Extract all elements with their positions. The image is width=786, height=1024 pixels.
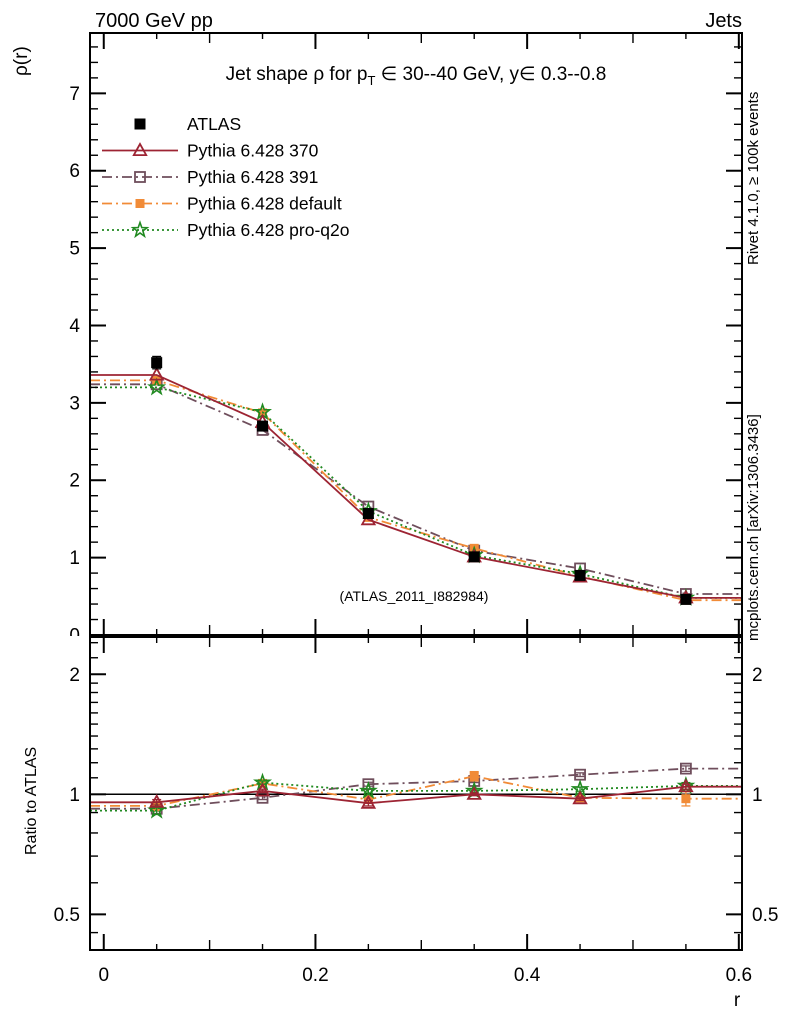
ratio-y-tick-label: 1 bbox=[69, 784, 80, 806]
marker-atlas bbox=[363, 508, 374, 519]
main-y-tick-label: 2 bbox=[69, 470, 80, 492]
legend-marker-pythia-6-428-pro-q2o bbox=[133, 223, 147, 237]
ratio-y-tick-label-right: 0.5 bbox=[752, 904, 779, 926]
main-y-tick-label: 3 bbox=[69, 393, 80, 415]
series-line-pythia-6-428-391 bbox=[90, 384, 742, 594]
legend-label-pythia-6-428-391: Pythia 6.428 391 bbox=[187, 167, 319, 187]
legend bbox=[102, 114, 349, 240]
ratio-marker-pythia-6-428-default bbox=[470, 772, 479, 781]
x-tick-label: 0.4 bbox=[513, 965, 541, 986]
ratio-y-tick-label-right: 2 bbox=[752, 664, 763, 686]
main-y-tick-label: 4 bbox=[69, 315, 80, 337]
header-analysis-label: Jets bbox=[705, 10, 742, 32]
marker-atlas bbox=[257, 421, 268, 432]
main-y-tick-label: 1 bbox=[69, 548, 80, 570]
ratio-pad-background bbox=[0, 636, 786, 1024]
main-y-tick-label: 7 bbox=[69, 83, 80, 105]
main-y-axis-label: ρ(r) bbox=[11, 46, 32, 76]
legend-marker-pythia-6-428-default bbox=[136, 199, 145, 208]
plot-title: Jet shape ρ for $p_T$ ∈ 30--40 GeV, y∈ 0.3--0.8 bbox=[225, 64, 607, 88]
main-tick-labels bbox=[69, 84, 80, 647]
legend-label-atlas: ATLAS bbox=[187, 114, 242, 134]
rivet-version-note: Rivet 4.1.0, ≥ 100k events bbox=[745, 91, 762, 265]
mcplots-arxiv-note: mcplots.cern.ch [arXiv:1306.3436] bbox=[745, 414, 762, 641]
ratio-y-tick-label-right: 1 bbox=[752, 784, 763, 806]
main-y-tick-label: 5 bbox=[69, 238, 80, 260]
x-tick-label: 0.6 bbox=[725, 965, 753, 986]
main-series bbox=[90, 356, 742, 604]
series-line-pythia-6-428-default bbox=[90, 380, 742, 600]
ratio-y-tick-label: 0.5 bbox=[53, 904, 80, 926]
legend-marker-pythia-6-428-370 bbox=[134, 144, 146, 155]
series-line-pythia-6-428-pro-q2o bbox=[90, 387, 742, 598]
marker-atlas bbox=[575, 570, 586, 581]
header-beam-label: 7000 GeV pp bbox=[95, 10, 213, 32]
x-tick-label: 0.2 bbox=[302, 965, 329, 986]
ratio-marker-pythia-6-428-default bbox=[681, 794, 690, 803]
legend-label-pythia-6-428-370: Pythia 6.428 370 bbox=[187, 140, 319, 161]
series-line-pythia-6-428-370 bbox=[90, 375, 742, 598]
marker-atlas bbox=[469, 551, 480, 562]
x-tick-label: 0 bbox=[98, 965, 110, 986]
legend-marker-atlas bbox=[135, 119, 146, 130]
marker-atlas bbox=[680, 594, 691, 605]
ratio-y-axis-label: Ratio to ATLAS bbox=[23, 746, 40, 855]
watermark-analysis-id: (ATLAS_2011_I882984) bbox=[339, 588, 489, 604]
legend-label-pythia-6-428-pro-q2o: Pythia 6.428 pro-q2o bbox=[187, 220, 350, 240]
x-axis-label: r bbox=[733, 990, 741, 1011]
legend-label-pythia-6-428-default: Pythia 6.428 default bbox=[187, 193, 342, 214]
ratio-y-tick-label: 2 bbox=[69, 664, 80, 686]
marker-atlas bbox=[151, 357, 162, 368]
main-y-tick-label: 6 bbox=[69, 161, 80, 183]
